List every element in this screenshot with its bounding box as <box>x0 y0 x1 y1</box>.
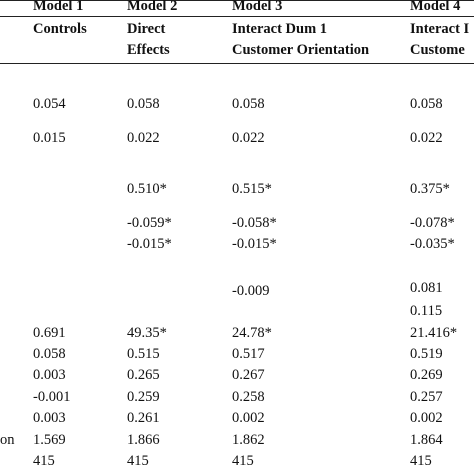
cell-r9-c3: 0.517 <box>232 346 265 362</box>
header-model-4: Model 4 <box>410 0 461 14</box>
cell-r5-c4: -0.035* <box>410 236 455 252</box>
cell-r8-c1: 0.691 <box>33 325 66 341</box>
header-sub-1-line-1: Controls <box>33 21 87 37</box>
cell-r3-c3: 0.515* <box>232 181 272 197</box>
cell-r10-c3: 0.267 <box>232 367 265 383</box>
cell-r2-c2: 0.022 <box>127 130 160 146</box>
cell-r4-c3: -0.058* <box>232 215 277 231</box>
cell-r14-c3: 415 <box>232 453 254 469</box>
cell-r2-c4: 0.022 <box>410 130 443 146</box>
cell-r12-c3: 0.002 <box>232 410 265 426</box>
header-sub-4-line-2: Custome <box>410 42 465 58</box>
header-model-1: Model 1 <box>33 0 84 14</box>
header-rule <box>0 16 474 17</box>
header-sub-3-line-1: Interact Dum 1 <box>232 21 328 37</box>
cell-r8-c2: 49.35* <box>127 325 167 341</box>
cell-r2-c1: 0.015 <box>33 130 66 146</box>
cell-r14-c4: 415 <box>410 453 432 469</box>
cell-r8-c3: 24.78* <box>232 325 272 341</box>
header-model-3: Model 3 <box>232 0 283 14</box>
header-sub-3-line-2: Customer Orientation <box>232 42 370 58</box>
cell-r1-c2: 0.058 <box>127 96 160 112</box>
cell-r14-c2: 415 <box>127 453 149 469</box>
cell-r11-c1: -0.001 <box>33 389 71 405</box>
cell-r6-c3: -0.009 <box>232 283 270 299</box>
cell-r5-c2: -0.015* <box>127 236 172 252</box>
cell-r12-c2: 0.261 <box>127 410 160 426</box>
cell-r11-c3: 0.258 <box>232 389 265 405</box>
cell-r3-c4: 0.375* <box>410 181 450 197</box>
cell-r13-c2: 1.866 <box>127 432 160 448</box>
cell-r13-c3: 1.862 <box>232 432 265 448</box>
cell-r4-c2: -0.059* <box>127 215 172 231</box>
cell-r10-c4: 0.269 <box>410 367 443 383</box>
cell-r5-c3: -0.015* <box>232 236 277 252</box>
cell-r7-c4: 0.115 <box>410 303 443 319</box>
left-fragment: on <box>0 432 15 448</box>
cell-r9-c2: 0.515 <box>127 346 160 362</box>
cell-r1-c3: 0.058 <box>232 96 265 112</box>
cell-r4-c4: -0.078* <box>410 215 455 231</box>
cell-r1-c4: 0.058 <box>410 96 443 112</box>
header-bottom-rule <box>0 63 474 64</box>
header-model-2: Model 2 <box>127 0 178 14</box>
header-sub-4-line-1: Interact I <box>410 21 470 37</box>
cell-r8-c4: 21.416* <box>410 325 458 341</box>
cell-r9-c1: 0.058 <box>33 346 66 362</box>
cell-r12-c4: 0.002 <box>410 410 443 426</box>
cell-r9-c4: 0.519 <box>410 346 443 362</box>
cell-r10-c1: 0.003 <box>33 367 66 383</box>
cell-r6-c4: 0.081 <box>410 280 443 296</box>
cell-r10-c2: 0.265 <box>127 367 160 383</box>
header-sub-2-line-2: Effects <box>127 42 170 58</box>
cell-r3-c2: 0.510* <box>127 181 167 197</box>
header-sub-2-line-1: Direct <box>127 21 166 37</box>
cell-r13-c1: 1.569 <box>33 432 66 448</box>
cell-r1-c1: 0.054 <box>33 96 66 112</box>
cell-r11-c4: 0.257 <box>410 389 443 405</box>
cell-r2-c3: 0.022 <box>232 130 265 146</box>
cell-r12-c1: 0.003 <box>33 410 66 426</box>
cell-r14-c1: 415 <box>33 453 55 469</box>
cell-r13-c4: 1.864 <box>410 432 443 448</box>
cell-r11-c2: 0.259 <box>127 389 160 405</box>
